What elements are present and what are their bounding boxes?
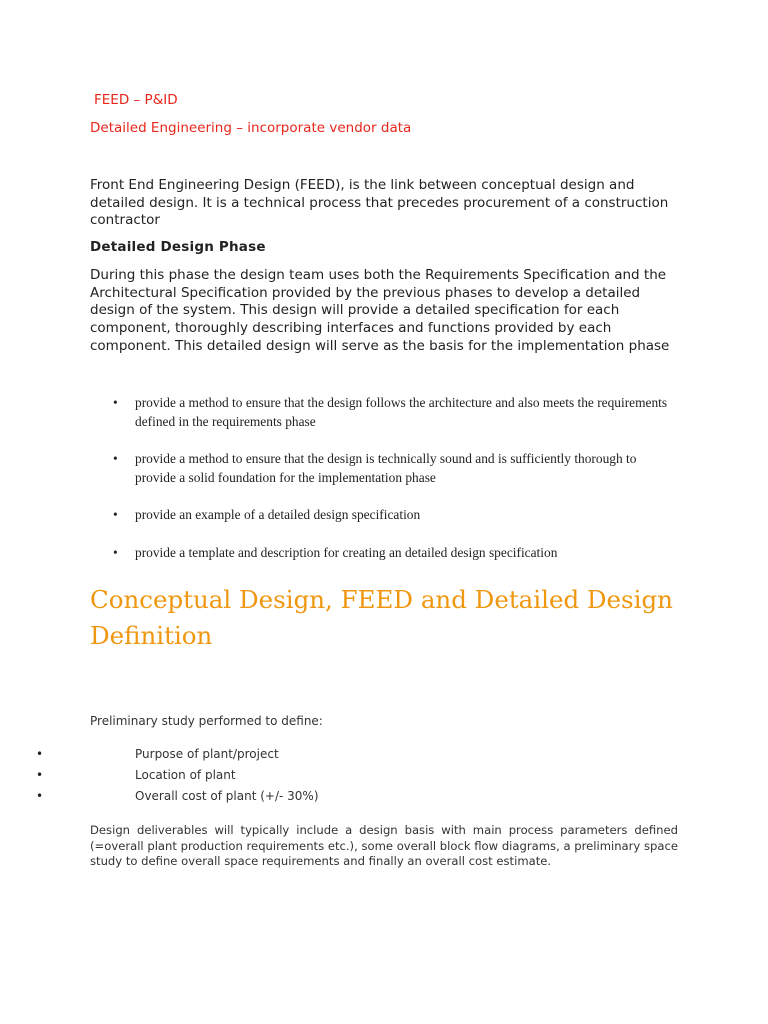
detailed-engineering-line: Detailed Engineering – incorporate vendor data (90, 120, 412, 136)
list-item (90, 394, 670, 431)
bullet-icon: • (113, 395, 118, 410)
list-item (0, 744, 600, 765)
preliminary-study-list (0, 744, 600, 806)
detailed-design-phase-heading: Detailed Design Phase (90, 239, 266, 255)
list-item (0, 765, 600, 786)
list-item (90, 544, 670, 563)
list-item-text: provide a method to ensure that the design follows the architecture and also meets the requirements defined in the requirements phase (135, 395, 668, 429)
list-item-text: provide a template and description for creating an detailed design specification (135, 544, 558, 560)
bullet-icon: • (36, 747, 44, 761)
list-item-text: Overall cost of plant (+/- 30%) (135, 788, 319, 803)
list-item-text: Location of plant (135, 767, 236, 782)
list-item (0, 786, 600, 807)
definition-section-heading: Conceptual Design, FEED and Detailed Design Definition (90, 585, 673, 650)
design-goals-list (90, 394, 670, 581)
bullet-icon: • (36, 788, 44, 803)
detailed-design-phase-paragraph: During this phase the design team uses both the Requirements Specification and the Architectural Specification provided by the previous phases to develop a detailed design of the system. This design will provide a detailed specification for each component, thoroughly describing interfaces and functions provided by each component. This detailed design will serve as the basis for the implementation phase (90, 267, 670, 354)
bullet-icon: • (113, 544, 118, 560)
bullet-icon: • (36, 767, 44, 782)
list-item-text: Purpose of plant/project (135, 747, 279, 761)
list-item (90, 506, 670, 525)
list-item (90, 450, 670, 487)
list-item-text: provide an example of a detailed design specification (135, 507, 421, 522)
feed-pid-line: FEED – P&ID (94, 92, 178, 108)
preliminary-study-intro: Preliminary study performed to define: (90, 714, 323, 728)
design-deliverables-paragraph: Design deliverables will typically include a design basis with main process parameters defined (=overall plant production requirements etc.), some overall block flow diagrams, a preliminary space study to define overall space requirements and finally an overall cost estimate. (90, 823, 678, 869)
bullet-icon: • (113, 507, 118, 522)
bullet-icon: • (113, 451, 118, 466)
feed-intro-paragraph: Front End Engineering Design (FEED), is the link between conceptual design and detailed design. It is a technical process that precedes procurement of a construction contractor (90, 177, 669, 229)
list-item-text: provide a method to ensure that the design is technically sound and is sufficiently thorough to provide a solid foundation for the implementation phase (135, 451, 637, 485)
